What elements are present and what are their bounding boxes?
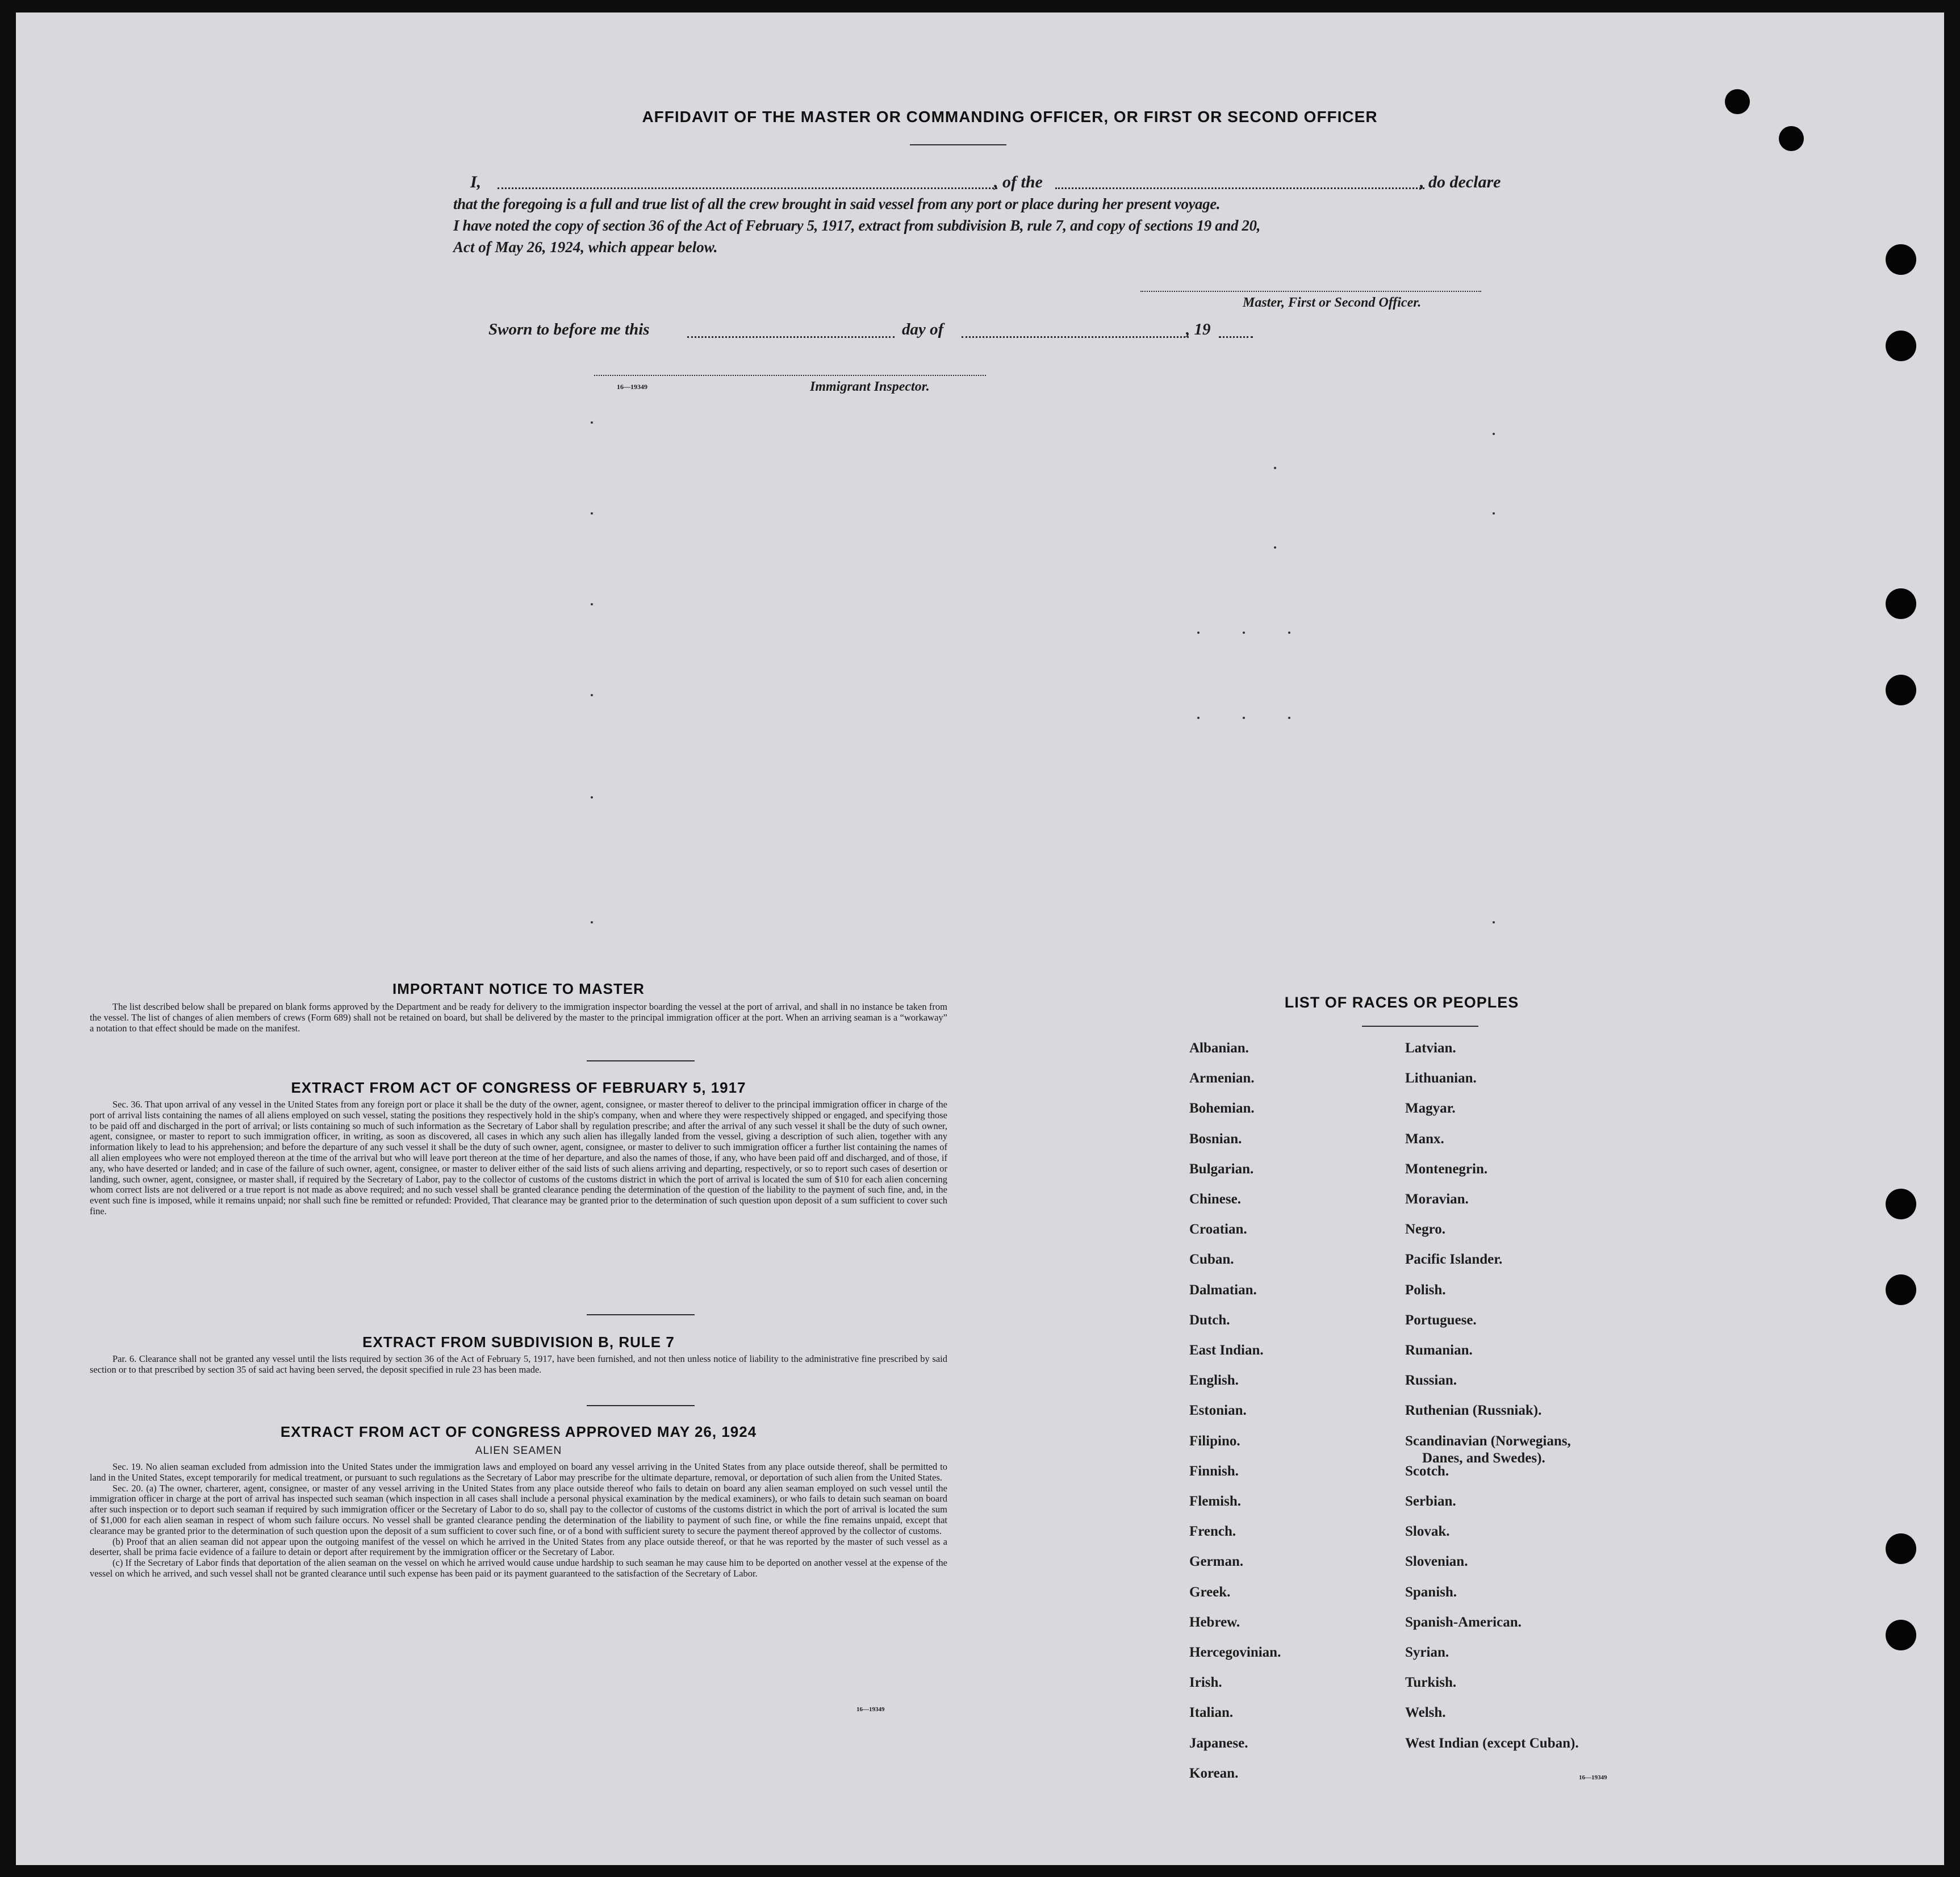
race-item: Spanish-American. (1405, 1614, 1522, 1630)
do-declare-label: , do declare (1420, 173, 1501, 191)
races-underline (1362, 1026, 1478, 1027)
declarant-label: I, (470, 173, 482, 191)
vessel-field[interactable] (1055, 187, 1424, 189)
punch-hole (1886, 244, 1916, 275)
divider (587, 1405, 695, 1406)
race-item: Flemish. (1189, 1494, 1241, 1509)
declarant-name-field[interactable] (498, 187, 997, 189)
race-item: Serbian. (1405, 1494, 1456, 1509)
divider (587, 1314, 695, 1315)
race-item: French. (1189, 1524, 1236, 1540)
year-label: , 19 (1186, 320, 1211, 338)
race-item: Irish. (1189, 1675, 1222, 1691)
punch-hole (1886, 1189, 1916, 1219)
inspector-signature-field[interactable] (594, 375, 986, 376)
declaration-line-2: I have noted the copy of section 36 of the Act of February 5, 1917, extract from subdivision B, rule 7, and copy of sections 19 and 20, (453, 217, 1260, 234)
notice-title: IMPORTANT NOTICE TO MASTER (392, 980, 645, 997)
race-item: Chinese. (1189, 1192, 1241, 1207)
of-the-label: , of the (994, 173, 1043, 191)
race-item: Scotch. (1405, 1463, 1449, 1479)
race-item: Portuguese. (1405, 1312, 1477, 1328)
race-item: Polish. (1405, 1282, 1446, 1298)
race-item: Scandinavian (Norwegians, (1405, 1433, 1571, 1449)
extract-1917-text: Sec. 36. That upon arrival of any vessel in the United States from any foreign port or place it shall be the duty of the owner, agent, consignee, or master thereof to deliver to the principal immigration officer in charge of the port of arrival lists containing the names of all aliens employed on such vessel, stating the positions they respectively hold in the ship's company, when and where they were respectively shipped or engaged, and specifying those to be paid off and discharged in the port of arrival; or lists containing so much of such information as the Secretary of Labor shall by regulation prescribe; and after the arrival of any such vessel it shall be the duty of such owner, agent, consignee, or master to report to such immigration officer, in writing, as soon as discovered, all cases in which any such alien has illegally landed from the vessel, giving a description of such alien, together with any information likely to lead to his apprehension; and before the departure of any such vessel it shall be the duty of such owner, agent, consignee, or master to deliver to such immigration officer a further list containing the names of all alien employees who were not employed thereon at the time of the arrival but who will leave port thereon at the time of her departure, and also the names of those, if any, who have been paid off and discharged, and of those, if any, who have deserted or landed; and in case of the failure of such owner, agent, consignee, or master to deliver either of the said lists of such aliens arriving and departing, respectively, or so to report such cases of desertion or landing, such owner, agent, consignee, or master shall, if required by the Secretary of Labor, pay to the collector of customs of the customs district in which the port of arrival is located the sum of $10 for each alien concerning whom correct lists are not delivered or a true report is not made as above required; and no such vessel shall be granted clearance pending the determination of the question of the liability to the payment of such fine, and, in the event such fine is imposed, while it remains unpaid; nor shall such fine be remitted or refunded: Provided, That clearance may be granted prior to the determination of such question upon deposit of a sum sufficient to cover such fine. (90, 1099, 947, 1217)
race-item: Latvian. (1405, 1040, 1456, 1056)
sworn-month-field[interactable] (962, 336, 1189, 338)
race-item: Welsh. (1405, 1705, 1446, 1721)
race-item: Finnish. (1189, 1463, 1239, 1479)
sworn-label: Sworn to before me this (488, 320, 650, 338)
race-item: Bosnian. (1189, 1131, 1242, 1147)
punch-hole (1725, 89, 1750, 114)
race-item: German. (1189, 1554, 1244, 1570)
day-of-label: day of (902, 320, 944, 338)
race-item: Bulgarian. (1189, 1161, 1254, 1177)
race-item: Magyar. (1405, 1101, 1456, 1117)
race-item: Syrian. (1405, 1645, 1449, 1660)
divider (587, 1060, 695, 1061)
race-item: Hebrew. (1189, 1614, 1240, 1630)
race-item: Montenegrin. (1405, 1161, 1488, 1177)
punch-hole (1779, 126, 1804, 151)
punch-hole (1886, 1533, 1916, 1564)
extract-1924-text: Sec. 19. No alien seaman excluded from admission into the United States under the immigration laws and employed on board any vessel arriving in the United States from any place outside thereof, shall be permitted to land in the United States, except temporarily for medical treatment, or pursuant to such regulations as the Secretary of Labor may prescribe for the ultimate departure, removal, or deportation of such alien from the United States. Sec. 20. (a) The owner, charterer, agent, consignee, or master of any vessel arriving in the United States from any place outside thereof who fails to detain on board any alien seaman employed on such vessel until the immigration officer in charge at the port of arrival has inspected such seaman (which inspection in all cases shall include a personal physical examination by the medical examiners), or who fails to detain such seaman on board after such inspection or to deport such seaman if required by such immigration officer or the Secretary of Labor to do so, shall pay to the collector of customs of the customs district in which the port of arrival is located the sum of $1,000 for each alien seaman in respect of whom such failure occurs. No vessel shall be granted clearance pending the determination of the liability to payment of such fine, or while the fine remains unpaid, except that clearance may be granted prior to the determination of such question upon the deposit of a sum sufficient to cover such fine, or of a bond with sufficient surety to secure the payment thereof approved by the collector of customs. (b) Proof that an alien seaman did not appear upon the outgoing manifest of the vessel on which he arrived in the United States from any place outside thereof, or that he was reported by the master of such vessel as a deserter, shall be prima facie evidence of a failure to detain or deport after requirement by the immigration officer or the Secretary of Labor. (c) If the Secretary of Labor finds that deportation of the alien seaman on the vessel on which he arrived would cause undue hardship to such seaman he may cause him to be deported on another vessel at the expense of the vessel on which he arrived, and such vessel shall not be granted clearance until such expense has been paid or its payment guaranteed to the satisfaction of the Secretary of Labor. (90, 1461, 947, 1579)
declaration-line-1: that the foregoing is a full and true list of all the crew brought in said vessel from any port or place during her present voyage. (453, 195, 1221, 212)
affidavit-title: AFFIDAVIT OF THE MASTER OR COMMANDING OFFICER, OR FIRST OR SECOND OFFICER (642, 108, 1378, 126)
master-signature-field[interactable] (1140, 291, 1481, 292)
race-item: Bohemian. (1189, 1101, 1255, 1117)
form-number: 16—19349 (1579, 1774, 1607, 1781)
extract-rule7-title: EXTRACT FROM SUBDIVISION B, RULE 7 (362, 1333, 675, 1351)
race-item: Greek. (1189, 1584, 1231, 1600)
punch-hole (1886, 588, 1916, 619)
race-item: Filipino. (1189, 1433, 1240, 1449)
races-title: LIST OF RACES OR PEOPLES (1284, 994, 1519, 1011)
race-item: Japanese. (1189, 1735, 1248, 1751)
inspector-caption: Immigrant Inspector. (810, 379, 930, 394)
notice-text: The list described below shall be prepared on blank forms approved by the Department and be ready for delivery to the immigration inspector boarding the vessel at the port of arrival, and shall in no instance be taken from the vessel. The list of changes of alien members of crews (Form 689) shall not be retained on board, but shall be delivered by the master to the principal immigration officer at the port. When an arriving seaman is a “workaway” a notation to that effect should be made on the manifest. (90, 1001, 947, 1034)
race-item: Italian. (1189, 1705, 1234, 1721)
race-item: Dutch. (1189, 1312, 1230, 1328)
master-caption: Master, First or Second Officer. (1243, 295, 1422, 310)
race-item: Ruthenian (Russniak). (1405, 1403, 1542, 1419)
race-item: Spanish. (1405, 1584, 1457, 1600)
race-item: Pacific Islander. (1405, 1252, 1503, 1268)
alien-seamen-subtitle: ALIEN SEAMEN (475, 1445, 562, 1457)
race-item: Armenian. (1189, 1071, 1255, 1086)
form-number: 16—19349 (856, 1706, 885, 1713)
race-item: Korean. (1189, 1765, 1239, 1781)
race-item: Turkish. (1405, 1675, 1457, 1691)
race-item: Cuban. (1189, 1252, 1234, 1268)
race-item: West Indian (except Cuban). (1405, 1735, 1579, 1751)
form-number: 16—19349 (617, 383, 647, 391)
race-item: Slovak. (1405, 1524, 1450, 1540)
race-item: Russian. (1405, 1373, 1457, 1389)
race-item: Slovenian. (1405, 1554, 1468, 1570)
declaration-line-3: Act of May 26, 1924, which appear below. (453, 239, 718, 256)
race-item: Dalmatian. (1189, 1282, 1257, 1298)
sworn-day-field[interactable] (687, 336, 895, 338)
race-item: Albanian. (1189, 1040, 1249, 1056)
sworn-year-field[interactable] (1219, 336, 1253, 338)
race-item: Negro. (1405, 1222, 1446, 1238)
race-item: Lithuanian. (1405, 1071, 1477, 1086)
race-item: Moravian. (1405, 1192, 1469, 1207)
race-item: Danes, and Swedes). (1422, 1450, 1545, 1466)
extract-1917-title: EXTRACT FROM ACT OF CONGRESS OF FEBRUARY 5, 1917 (291, 1079, 746, 1096)
race-item: Croatian. (1189, 1222, 1247, 1238)
title-underline (910, 144, 1006, 145)
extract-rule7-text: Par. 6. Clearance shall not be granted any vessel until the lists required by section 36 of the Act of February 5, 1917, have been furnished, and not then unless notice of liability to the administrative fine prescribed by said section or to that prescribed by section 35 of said act having been served, the deposit specified in rule 23 has been made. (90, 1353, 947, 1375)
punch-hole (1886, 1620, 1916, 1650)
race-item: Estonian. (1189, 1403, 1247, 1419)
race-item: East Indian. (1189, 1343, 1264, 1358)
race-item: English. (1189, 1373, 1239, 1389)
form-page (16, 12, 1944, 1865)
race-item: Manx. (1405, 1131, 1444, 1147)
punch-hole (1886, 1274, 1916, 1305)
race-item: Rumanian. (1405, 1343, 1473, 1358)
race-item: Hercegovinian. (1189, 1645, 1281, 1660)
punch-hole (1886, 675, 1916, 705)
extract-1924-title: EXTRACT FROM ACT OF CONGRESS APPROVED MAY 26, 1924 (280, 1423, 757, 1440)
punch-hole (1886, 331, 1916, 361)
